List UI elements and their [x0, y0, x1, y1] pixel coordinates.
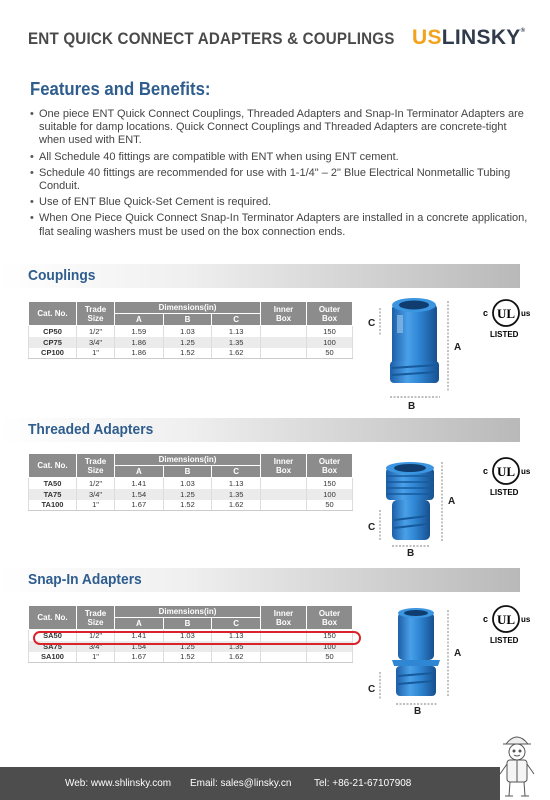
dim-a-cell: 1.86 — [115, 348, 164, 359]
dim-a-cell: 1.54 — [115, 641, 164, 652]
cat-no-cell: CP50 — [29, 326, 77, 337]
dim-b-cell: 1.52 — [163, 348, 212, 359]
inner-box-cell — [261, 500, 307, 511]
dim-a-cell: 1.67 — [115, 500, 164, 511]
outer-box-cell: 50 — [307, 500, 353, 511]
mascot-worker-icon — [496, 728, 538, 800]
page-header — [0, 0, 550, 72]
section-bar-couplings — [0, 264, 520, 288]
section-title-threaded-adapters: Threaded Adapters — [28, 421, 154, 438]
outer-box-cell: 50 — [307, 348, 353, 359]
footer-website: Web: www.shlinsky.com — [65, 777, 172, 789]
threaded-adapters-table — [28, 453, 353, 511]
svg-text:UL: UL — [497, 612, 516, 627]
svg-text:UL: UL — [497, 464, 516, 479]
col-header-b: B — [163, 618, 212, 630]
brand-logo: USLINSKY® — [412, 26, 526, 49]
section-bar-threaded-adapters — [0, 418, 520, 442]
inner-box-cell — [261, 348, 307, 359]
table-row — [29, 326, 353, 337]
dimension-a-label: A — [454, 342, 462, 353]
section-title-couplings: Couplings — [28, 267, 96, 284]
dimension-b-label: B — [414, 706, 422, 717]
dim-b-cell: 1.52 — [163, 652, 212, 663]
cat-no-cell: SA100 — [29, 652, 77, 663]
dimension-b-label: B — [408, 401, 416, 412]
dimension-b-label: B — [407, 548, 415, 559]
outer-box-cell: 100 — [307, 489, 353, 500]
col-header-a: A — [115, 618, 164, 630]
col-header-dimensions: Dimensions(in) — [115, 454, 261, 466]
feature-item: • When One Piece Quick Connect Snap-In Terminator Adapters are installed in a concrete application, flat sealing washers must be used on the box connection ends. — [30, 212, 530, 238]
cat-no-cell: TA100 — [29, 500, 77, 511]
footer-email: Email: sales@linsky.cn — [190, 777, 292, 789]
features-heading: Features and Benefits: — [30, 79, 211, 99]
trade-size-cell: 1" — [77, 652, 115, 663]
dim-c-cell: 1.62 — [212, 348, 261, 359]
cat-no-cell: CP100 — [29, 348, 77, 359]
outer-box-cell: 150 — [307, 478, 353, 489]
svg-text:us: us — [521, 615, 531, 624]
feature-item: • Schedule 40 fittings are recommended for use with 1-1/4" – 2" Blue Electrical Nonmetallic Tubing Conduit. — [30, 167, 530, 193]
threaded-adapter-diagram — [362, 450, 472, 560]
section-bar-snap-in-adapters — [0, 568, 520, 592]
feature-item: • All Schedule 40 fittings are compatible with ENT when using ENT cement. — [30, 151, 530, 164]
col-header-b: B — [163, 466, 212, 478]
col-header-outer-box: Outer Box — [307, 302, 353, 326]
col-header-outer-box: Outer Box — [307, 606, 353, 630]
outer-box-cell: 50 — [307, 652, 353, 663]
col-header-c: C — [212, 466, 261, 478]
col-header-a: A — [115, 314, 164, 326]
dim-b-cell: 1.25 — [163, 337, 212, 348]
table-row — [29, 348, 353, 359]
trade-size-cell: 1" — [77, 500, 115, 511]
svg-text:us: us — [521, 467, 531, 476]
features-list — [30, 108, 530, 242]
trade-size-cell: 1/2" — [77, 326, 115, 337]
trade-size-cell: 1" — [77, 348, 115, 359]
dim-b-cell: 1.52 — [163, 500, 212, 511]
cat-no-cell: CP75 — [29, 337, 77, 348]
cat-no-cell: TA75 — [29, 489, 77, 500]
col-header-trade-size: Trade Size — [77, 454, 115, 478]
svg-text:c: c — [483, 308, 489, 318]
dimension-c-label: C — [368, 318, 376, 329]
dimension-a-label: A — [454, 648, 462, 659]
outer-box-cell: 100 — [307, 641, 353, 652]
cat-no-cell: SA75 — [29, 641, 77, 652]
feature-item: • Use of ENT Blue Quick-Set Cement is required. — [30, 196, 530, 209]
inner-box-cell — [261, 489, 307, 500]
col-header-trade-size: Trade Size — [77, 606, 115, 630]
page-footer — [0, 767, 500, 800]
col-header-b: B — [163, 314, 212, 326]
outer-box-cell: 150 — [307, 326, 353, 337]
col-header-cat-no: Cat. No. — [29, 302, 77, 326]
inner-box-cell — [261, 326, 307, 337]
dimension-c-label: C — [368, 522, 376, 533]
snap-in-adapter-diagram — [362, 600, 472, 718]
page-title: ENT QUICK CONNECT ADAPTERS & COUPLINGS — [28, 30, 395, 48]
col-header-cat-no: Cat. No. — [29, 606, 77, 630]
dim-c-cell: 1.62 — [212, 500, 261, 511]
col-header-inner-box: Inner Box — [261, 606, 307, 630]
dimension-c-label: C — [368, 684, 376, 695]
svg-text:UL: UL — [497, 306, 516, 321]
inner-box-cell — [261, 337, 307, 348]
table-row — [29, 337, 353, 348]
trade-size-cell: 3/4" — [77, 489, 115, 500]
dim-a-cell: 1.86 — [115, 337, 164, 348]
table-row — [29, 478, 353, 489]
col-header-c: C — [212, 314, 261, 326]
dim-c-cell: 1.35 — [212, 641, 261, 652]
ul-listed-mark-icon — [475, 294, 537, 342]
col-header-a: A — [115, 466, 164, 478]
snap-in-adapter-body — [392, 608, 440, 696]
table-row — [29, 489, 353, 500]
table-row — [29, 652, 353, 663]
coupling-body — [390, 298, 439, 383]
svg-text:c: c — [483, 614, 489, 624]
dim-c-cell: 1.13 — [212, 478, 261, 489]
col-header-outer-box: Outer Box — [307, 454, 353, 478]
svg-text:LISTED: LISTED — [490, 330, 519, 339]
dim-b-cell: 1.03 — [163, 630, 212, 641]
dim-c-cell: 1.13 — [212, 326, 261, 337]
svg-text:LISTED: LISTED — [490, 488, 519, 497]
trade-size-cell: 3/4" — [77, 641, 115, 652]
ul-listed-mark-icon — [475, 452, 537, 500]
cat-no-cell: TA50 — [29, 478, 77, 489]
col-header-inner-box: Inner Box — [261, 454, 307, 478]
inner-box-cell — [261, 652, 307, 663]
col-header-dimensions: Dimensions(in) — [115, 302, 261, 314]
col-header-cat-no: Cat. No. — [29, 454, 77, 478]
svg-text:c: c — [483, 466, 489, 476]
table-row — [29, 500, 353, 511]
dim-c-cell: 1.35 — [212, 337, 261, 348]
col-header-dimensions: Dimensions(in) — [115, 606, 261, 618]
dim-b-cell: 1.03 — [163, 478, 212, 489]
inner-box-cell — [261, 478, 307, 489]
couplings-table — [28, 301, 353, 359]
trade-size-cell: 1/2" — [77, 630, 115, 641]
dim-a-cell: 1.67 — [115, 652, 164, 663]
dim-b-cell: 1.25 — [163, 489, 212, 500]
dim-a-cell: 1.41 — [115, 478, 164, 489]
cat-no-cell: SA50 — [29, 630, 77, 641]
dimension-a-label: A — [448, 496, 456, 507]
col-header-c: C — [212, 618, 261, 630]
dim-b-cell: 1.25 — [163, 641, 212, 652]
outer-box-cell: 100 — [307, 337, 353, 348]
threaded-adapter-body — [386, 462, 434, 540]
dim-c-cell: 1.13 — [212, 630, 261, 641]
ul-listed-mark-icon — [475, 600, 537, 648]
col-header-trade-size: Trade Size — [77, 302, 115, 326]
row-highlight-oval — [33, 631, 361, 645]
svg-text:LISTED: LISTED — [490, 636, 519, 645]
dim-c-cell: 1.62 — [212, 652, 261, 663]
footer-phone: Tel: +86-21-67107908 — [314, 777, 412, 789]
trade-size-cell: 1/2" — [77, 478, 115, 489]
col-header-inner-box: Inner Box — [261, 302, 307, 326]
svg-text:us: us — [521, 309, 531, 318]
coupling-diagram — [362, 293, 472, 413]
dim-a-cell: 1.54 — [115, 489, 164, 500]
trade-size-cell: 3/4" — [77, 337, 115, 348]
dim-b-cell: 1.03 — [163, 326, 212, 337]
dim-a-cell: 1.59 — [115, 326, 164, 337]
dim-c-cell: 1.35 — [212, 489, 261, 500]
feature-item: • One piece ENT Quick Connect Couplings, Threaded Adapters and Snap-In Terminator Adapters are suitable for damp locations. Quick Connect Couplings and Threaded Adapters are concrete-tight when used with ENT. — [30, 108, 530, 148]
dim-a-cell: 1.41 — [115, 630, 164, 641]
outer-box-cell: 150 — [307, 630, 353, 641]
section-title-snap-in-adapters: Snap-In Adapters — [28, 571, 142, 588]
